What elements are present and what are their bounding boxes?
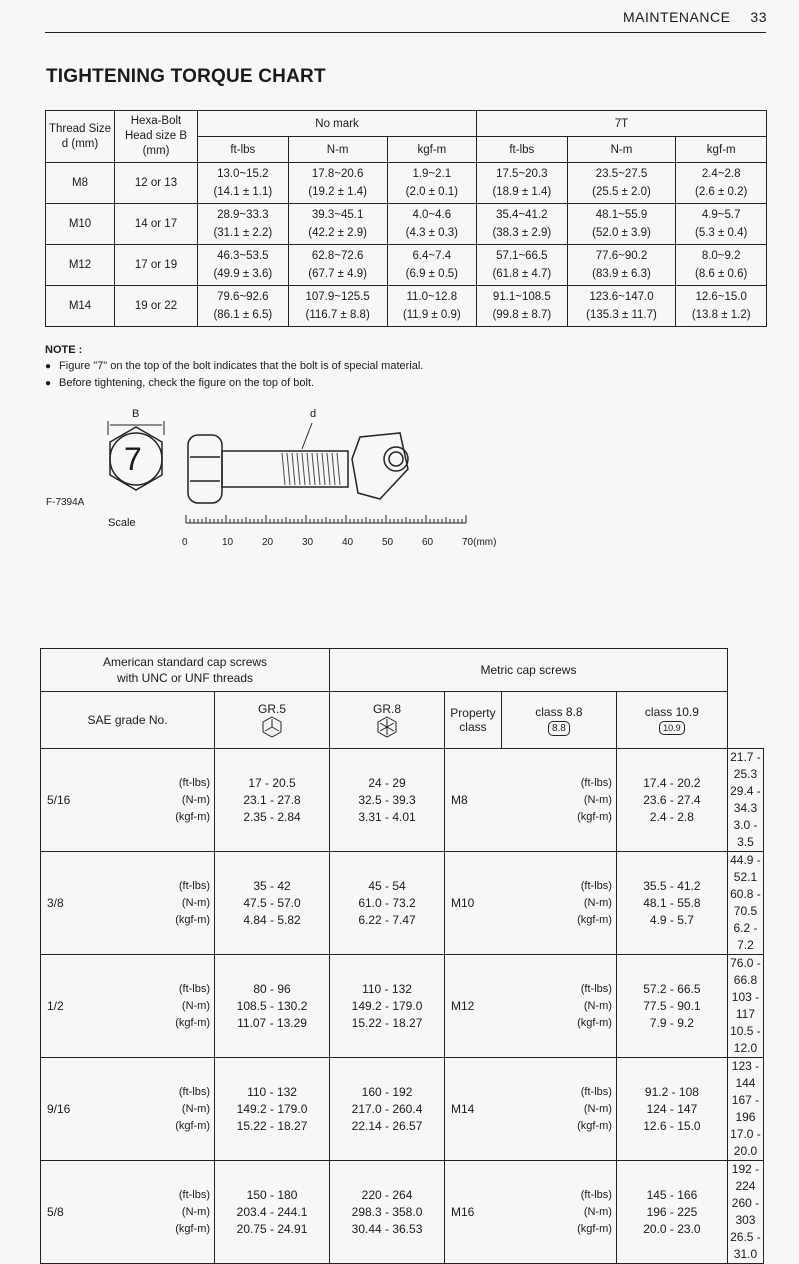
table-row	[46, 204, 767, 245]
class88-values: 57.2 - 66.5 77.5 - 90.1 7.9 - 9.2	[616, 955, 727, 1058]
torque-nominal: (13.8 ± 1.2)	[691, 309, 751, 321]
d-label: d	[310, 408, 317, 420]
metric-size: M14	[445, 1058, 502, 1161]
torque-range: 28.9~33.3	[217, 209, 269, 221]
metric-size: M8	[445, 749, 502, 852]
bolt-drawing	[40, 405, 520, 555]
torque-nominal: (11.9 ± 0.9)	[402, 309, 461, 321]
torque-nominal: (99.8 ± 8.7)	[492, 309, 552, 321]
page-title: TIGHTENING TORQUE CHART	[46, 66, 326, 87]
property-class-label: Property class	[445, 692, 502, 748]
torque-nominal: (18.9 ± 1.4)	[492, 186, 552, 198]
unit-labels: (ft-lbs) (N-m) (kgf-m)	[501, 1058, 616, 1161]
metric-size: M10	[445, 852, 502, 955]
torque-cell	[288, 163, 387, 204]
class88-header	[502, 692, 616, 748]
class88-values: 91.2 - 108 124 - 147 12.6 - 15.0	[616, 1058, 727, 1161]
torque-range: 8.0~9.2	[701, 250, 741, 262]
bolt-thread	[282, 423, 340, 485]
torque-cell	[198, 163, 289, 204]
note	[45, 344, 423, 392]
torque-range: 12.6~15.0	[695, 291, 747, 303]
unit-labels: (ft-lbs) (N-m) (kgf-m)	[501, 1161, 616, 1264]
torque-range: 39.3~45.1	[311, 209, 364, 221]
head-size: 17 or 19	[115, 245, 198, 286]
gr5-values: 80 - 96 108.5 - 130.2 11.07 - 13.29	[215, 955, 330, 1058]
torque-nominal: (116.7 ± 8.8)	[305, 309, 370, 321]
scale-ruler	[186, 515, 466, 523]
property-class-header	[445, 692, 617, 749]
sae-size: 5/8	[41, 1161, 118, 1264]
torque-cell	[477, 163, 568, 204]
thread-size: M10	[46, 204, 115, 245]
class88-values: 35.5 - 41.2 48.1 - 55.8 4.9 - 5.7	[616, 852, 727, 955]
torque-nominal: (6.9 ± 0.5)	[405, 268, 458, 280]
thread-size: M12	[46, 245, 115, 286]
torque-cell	[567, 286, 676, 327]
torque-range: 4.0~4.6	[412, 209, 452, 221]
torque-cell	[676, 163, 767, 204]
unit-labels: (ft-lbs) (N-m) (kgf-m)	[501, 852, 616, 955]
torque-cell	[387, 245, 476, 286]
torque-cell	[198, 204, 289, 245]
bolt-figure	[40, 405, 520, 555]
scale-tick-label: 40	[342, 537, 354, 548]
class109-values: 192 - 224 260 - 303 26.5 - 31.0	[727, 1161, 763, 1264]
thread-size: M8	[46, 163, 115, 204]
metric-size: M16	[445, 1161, 502, 1264]
gr8-values: 220 - 264 298.3 - 358.0 30.44 - 36.53	[330, 1161, 445, 1264]
torque-cell	[477, 245, 568, 286]
class109-mark: 10.9	[659, 721, 685, 735]
torque-range: 48.1~55.9	[595, 209, 648, 221]
unit-labels: (ft-lbs) (N-m) (kgf-m)	[117, 1058, 215, 1161]
torque-range: 6.4~7.4	[412, 250, 452, 262]
head-size: 19 or 22	[115, 286, 198, 327]
torque-cell	[387, 204, 476, 245]
sae-size: 3/8	[41, 852, 118, 955]
gr8-values: 24 - 29 32.5 - 39.3 3.31 - 4.01	[330, 749, 445, 852]
unit-labels: (ft-lbs) (N-m) (kgf-m)	[501, 955, 616, 1058]
scale-tick-label: 10	[222, 537, 234, 548]
no-mark-header: No mark	[198, 111, 477, 137]
torque-nominal: (61.8 ± 4.7)	[492, 268, 552, 280]
thread-size: M14	[46, 286, 115, 327]
scale-tick-label: 60	[422, 537, 434, 548]
torque-cell	[567, 245, 676, 286]
unit-labels: (ft-lbs) (N-m) (kgf-m)	[117, 1161, 215, 1264]
scale-tick-label: 20	[262, 537, 274, 548]
unit-header: ft-lbs	[477, 137, 568, 163]
unit-header: kgf-m	[676, 137, 767, 163]
torque-range: 11.0~12.8	[406, 291, 458, 303]
nut-drawing	[352, 433, 408, 499]
torque-nominal: (42.2 ± 2.9)	[308, 227, 367, 239]
note-item: ● Figure "7" on the top of the bolt indicates that the bolt is of special material.	[45, 358, 423, 375]
seven-t-header: 7T	[477, 111, 767, 137]
torque-range: 23.5~27.5	[595, 168, 648, 180]
gr8-values: 160 - 192 217.0 - 260.4 22.14 - 26.57	[330, 1058, 445, 1161]
torque-nominal: (67.7 ± 4.9)	[308, 268, 367, 280]
torque-nominal: (2.6 ± 0.2)	[695, 186, 748, 198]
gr5-label: GR.5	[258, 702, 287, 716]
torque-nominal: (38.3 ± 2.9)	[492, 227, 552, 239]
torque-range: 123.6~147.0	[589, 291, 654, 303]
thread-size-header: Thread Size d (mm)	[46, 111, 115, 163]
unit-header: N-m	[288, 137, 387, 163]
torque-range: 2.4~2.8	[701, 168, 741, 180]
torque-range: 107.9~125.5	[305, 291, 370, 303]
torque-cell	[288, 245, 387, 286]
torque-cell	[387, 286, 476, 327]
table-row	[41, 749, 764, 852]
scale-tick-label: 50	[382, 537, 394, 548]
note-title: NOTE :	[45, 344, 83, 356]
table-row	[41, 852, 764, 955]
gr5-header	[215, 692, 330, 749]
unit-labels: (ft-lbs) (N-m) (kgf-m)	[117, 852, 215, 955]
hexa-head-header: Hexa-Bolt Head size B (mm)	[115, 111, 198, 163]
torque-nominal: (8.6 ± 0.6)	[695, 268, 748, 280]
class88-mark: 8.8	[548, 721, 570, 736]
torque-range: 46.3~53.5	[217, 250, 269, 262]
torque-cell	[477, 204, 568, 245]
torque-nominal: (31.1 ± 2.2)	[213, 227, 273, 239]
torque-range: 13.0~15.2	[217, 168, 269, 180]
page-number: 33	[750, 9, 767, 25]
american-header: American standard cap screws with UNC or UNF threads	[41, 649, 330, 692]
gr5-values: 150 - 180 203.4 - 244.1 20.75 - 24.91	[215, 1161, 330, 1264]
torque-table	[45, 110, 767, 327]
torque-range: 62.8~72.6	[311, 250, 364, 262]
metric-size: M12	[445, 955, 502, 1058]
torque-range: 17.8~20.6	[311, 168, 364, 180]
sae-size: 5/16	[41, 749, 118, 852]
torque-nominal: (52.0 ± 3.9)	[592, 227, 651, 239]
torque-range: 35.4~41.2	[496, 209, 548, 221]
torque-range: 77.6~90.2	[595, 250, 648, 262]
scale-tick-label: 0	[182, 537, 188, 548]
torque-nominal: (2.0 ± 0.1)	[405, 186, 458, 198]
class88-values: 17.4 - 20.2 23.6 - 27.4 2.4 - 2.8	[616, 749, 727, 852]
scale-label: Scale	[108, 517, 136, 529]
gr5-hex-icon	[261, 716, 283, 738]
class88-label: class 8.8	[535, 704, 583, 719]
torque-nominal: (14.1 ± 1.1)	[213, 186, 273, 198]
head-size: 12 or 13	[115, 163, 198, 204]
note-item: ● Before tightening, check the figure on the top of bolt.	[45, 375, 423, 392]
gr8-hex-icon	[376, 716, 398, 738]
class88-values: 145 - 166 196 - 225 20.0 - 23.0	[616, 1161, 727, 1264]
torque-cell	[676, 245, 767, 286]
torque-range: 17.5~20.3	[496, 168, 548, 180]
class109-values: 76.0 - 66.8 103 - 117 10.5 - 12.0	[727, 955, 763, 1058]
torque-cell	[676, 204, 767, 245]
table-row	[41, 955, 764, 1058]
scale-tick-label: 70(mm)	[462, 537, 497, 548]
figure-code: F-7394A	[46, 497, 85, 508]
torque-nominal: (49.9 ± 3.6)	[213, 268, 273, 280]
torque-range: 4.9~5.7	[701, 209, 741, 221]
gr8-values: 45 - 54 61.0 - 73.2 6.22 - 7.47	[330, 852, 445, 955]
torque-range: 1.9~2.1	[412, 168, 452, 180]
class109-label: class 10.9	[644, 705, 699, 719]
seven-mark: 7	[124, 441, 142, 477]
page-header	[623, 9, 767, 25]
metric-header: Metric cap screws	[330, 649, 728, 692]
class109-values: 44.9 - 52.1 60.8 - 70.5 6.2 - 7.2	[727, 852, 763, 955]
gr8-values: 110 - 132 149.2 - 179.0 15.22 - 18.27	[330, 955, 445, 1058]
unit-labels: (ft-lbs) (N-m) (kgf-m)	[117, 749, 215, 852]
table-row	[46, 286, 767, 327]
gr8-label: GR.8	[373, 702, 402, 716]
class109-header	[616, 692, 727, 749]
section-title: MAINTENANCE	[623, 9, 731, 25]
head-size: 14 or 17	[115, 204, 198, 245]
gr5-values: 35 - 42 47.5 - 57.0 4.84 - 5.82	[215, 852, 330, 955]
torque-cell	[288, 204, 387, 245]
unit-labels: (ft-lbs) (N-m) (kgf-m)	[117, 955, 215, 1058]
table-row	[46, 245, 767, 286]
table-row	[46, 163, 767, 204]
torque-nominal: (86.1 ± 6.5)	[213, 309, 273, 321]
torque-range: 91.1~108.5	[492, 291, 551, 303]
torque-nominal: (83.9 ± 6.3)	[592, 268, 651, 280]
torque-cell	[288, 286, 387, 327]
torque-cell	[567, 204, 676, 245]
unit-header: N-m	[567, 137, 676, 163]
unit-header: ft-lbs	[198, 137, 289, 163]
class109-values: 21.7 - 25.3 29.4 - 34.3 3.0 - 3.5	[727, 749, 763, 852]
gr5-values: 110 - 132 149.2 - 179.0 15.22 - 18.27	[215, 1058, 330, 1161]
sae-size: 1/2	[41, 955, 118, 1058]
torque-nominal: (5.3 ± 0.4)	[695, 227, 748, 239]
gr8-header	[330, 692, 445, 749]
torque-range: 57.1~66.5	[496, 250, 548, 262]
gr5-values: 17 - 20.5 23.1 - 27.8 2.35 - 2.84	[215, 749, 330, 852]
torque-cell	[477, 286, 568, 327]
torque-cell	[198, 286, 289, 327]
b-label: B	[132, 408, 140, 420]
sae-size: 9/16	[41, 1058, 118, 1161]
torque-nominal: (4.3 ± 0.3)	[405, 227, 458, 239]
table-row	[41, 1058, 764, 1161]
table-row	[41, 1161, 764, 1264]
unit-header: kgf-m	[387, 137, 476, 163]
header-rule	[45, 32, 766, 33]
torque-range: 79.6~92.6	[217, 291, 269, 303]
cap-screw-table	[40, 648, 764, 1264]
torque-cell	[198, 245, 289, 286]
torque-nominal: (19.2 ± 1.4)	[308, 186, 367, 198]
scale-tick-label: 30	[302, 537, 314, 548]
sae-grade-header: SAE grade No.	[41, 692, 215, 749]
torque-cell	[387, 163, 476, 204]
torque-cell	[567, 163, 676, 204]
torque-nominal: (135.3 ± 11.7)	[586, 309, 657, 321]
class109-values: 123 - 144 167 - 196 17.0 - 20.0	[727, 1058, 763, 1161]
torque-nominal: (25.5 ± 2.0)	[592, 186, 651, 198]
torque-cell	[676, 286, 767, 327]
unit-labels: (ft-lbs) (N-m) (kgf-m)	[501, 749, 616, 852]
